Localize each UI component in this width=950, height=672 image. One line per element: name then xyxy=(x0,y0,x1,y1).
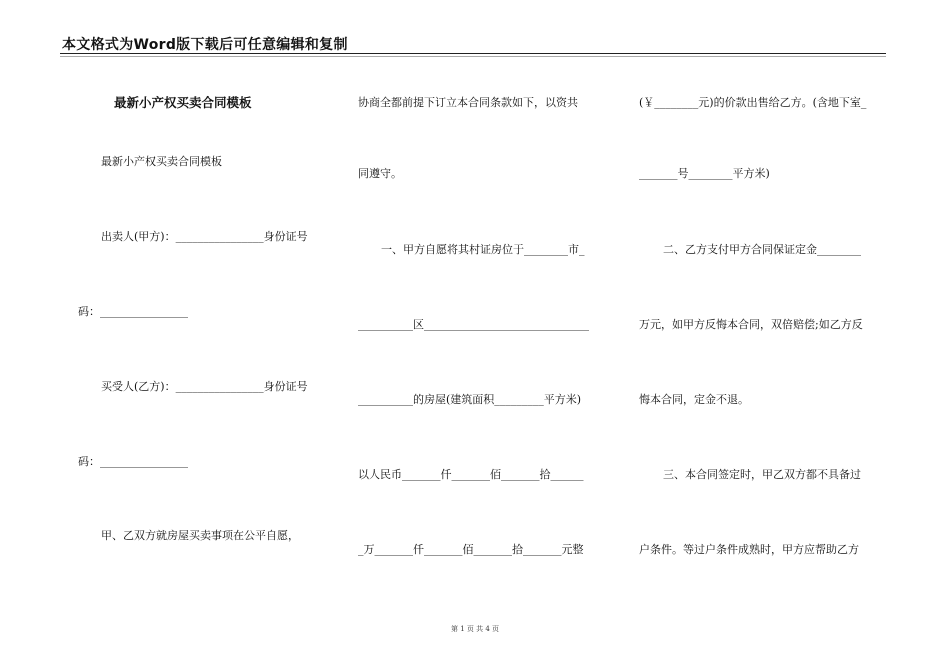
header-rule-thin xyxy=(60,56,886,57)
text-line: 最新小产权买卖合同模板 xyxy=(101,155,222,168)
text-line: 买受人(乙方)：________________身份证号 xyxy=(101,380,308,393)
document-title: 最新小产权买卖合同模板 xyxy=(114,95,252,110)
text-line: 三、本合同签定时，甲乙双方都不具备过 xyxy=(663,468,861,481)
text-line: __________区______________________________ xyxy=(358,318,589,331)
text-line: 同遵守。 xyxy=(358,167,402,180)
text-line: _______号________平方米) xyxy=(639,167,770,180)
text-line: 码：________________ xyxy=(78,455,188,468)
text-line: 以人民币_______仟_______佰_______拾______ xyxy=(358,468,584,481)
header-text: 本文格式为Word版下载后可任意编辑和复制 xyxy=(62,37,348,53)
text-line: 户条件。等过户条件成熟时，甲方应帮助乙方 xyxy=(639,543,859,556)
text-line: 一、甲方自愿将其村证房位于________市_ xyxy=(381,243,585,256)
text-line: _万_______仟_______佰_______拾_______元整 xyxy=(358,543,584,556)
text-line: 出卖人(甲方)：________________身份证号 xyxy=(101,230,308,243)
text-line: (￥________元)的价款出售给乙方。(含地下室_ xyxy=(639,96,867,109)
text-line: 万元，如甲方反悔本合同，双倍赔偿;如乙方反 xyxy=(639,318,863,331)
text-line: 协商全都前提下订立本合同条款如下，以资共 xyxy=(358,96,578,109)
header-rule xyxy=(60,53,886,54)
text-line: 甲、乙双方就房屋买卖事项在公平自愿， xyxy=(101,529,299,542)
page-number: 第 1 页 共 4 页 xyxy=(450,625,500,633)
text-line: 码：________________ xyxy=(78,305,188,318)
text-line: __________的房屋(建筑面积_________平方米) xyxy=(358,393,582,406)
text-line: 悔本合同，定金不退。 xyxy=(639,393,749,406)
text-line: 二、乙方支付甲方合同保证定金________ xyxy=(663,243,861,256)
